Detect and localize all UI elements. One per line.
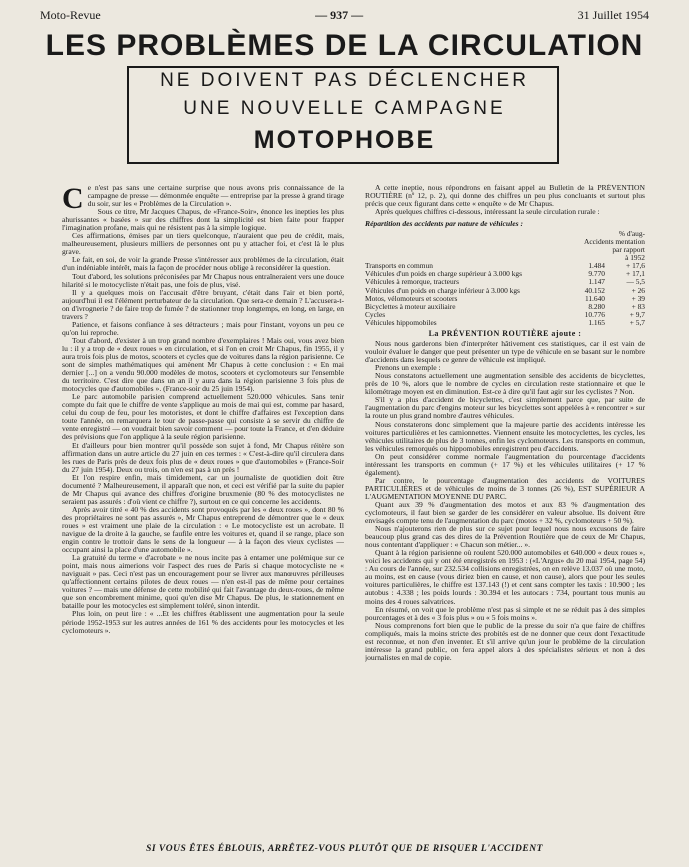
stats-header [365, 230, 645, 262]
increase-percent: + 17,6 [626, 261, 645, 271]
accident-count: 11.640 [584, 293, 605, 303]
right-paragraph: Quant aux 39 % d'augmentation des motos et aux 83 % d'augmentation des cyclomoteurs, il faut bien se garder de les considérer en valeur absolue. Ils doivent être envisagés compte tenu de l'augmentation du parc (motos + 32 %, cyclomoteurs + 50 %). [365, 499, 645, 526]
left-paragraph: Tout d'abord, d'exister à un trop grand nombre d'exemplaires ! Mais oui, vous avez bien lu : il y a trop de « deux roues » en circulation, et si l'on en croit Mr Chapus, fin 1955, il y aura trois fois plus de motos, scooters et cycles que de voitures dans la région parisienne. Ce sont de simples mathématiques qui amènent Mr Chapus à cette conclusion : « En mai dernier [...] on a vendu 90.000 modèles de motos, scooters et cyclomoteurs sur l'ensemble du territoire. C'est dire que dans un an il y aura dans la région parisienne 3 fois plus de motocycles que d'automobiles ». (France-soir du 25 juin 1954). [62, 335, 344, 394]
subtitle-line-3: MOTOPHOBE [253, 126, 436, 154]
right-paragraph: Prenons un exemple : [375, 363, 441, 373]
right-paragraph: Nous constaterons donc simplement que la majeure partie des accidents intéresse les voitures particulières et les camionnettes. Viennent ensuite les motocyclettes, les cycles, les véhicules utilitaires de plus de 3 tonnes, enfin les cyclomoteurs. Les transports en commun, les véhicules remorqués ou hippomobiles enregistrent peu d'accidents. [365, 419, 645, 453]
subtitle-line-2: UNE NOUVELLE CAMPAGNE [183, 98, 506, 119]
increase-percent: + 83 [631, 301, 645, 311]
left-paragraph: Patience, et faisons confiance à ses détracteurs ; mais pour l'instant, voyons un peu ce qu'on lui reproche. [62, 319, 344, 337]
stats-header-line: Accidents mentation [584, 237, 645, 247]
increase-percent: + 17,1 [626, 269, 645, 279]
magazine-name: Moto-Revue [40, 7, 101, 22]
left-paragraph: La gratuité du terme « d'acrobate » ne nous incite pas à entamer une polémique sur ce point, mais nous aimerions voir l'aspect des rues de Paris si chaque motocycliste ne « naviguait » pas. Ceci n'est pas un encouragement pour se livrer aux manœuvres périlleuses qu'affectionnent certains pilotes de deux roues — n'en est-il pas de même pour certaines voitures ? — mais une défense de cette mobilité qui fait l'avantage du deux-roues, de même que son encombrement minime, quoi qu'en dise Mr Chapus. De plus, le stationnement en bataille pour les motocycles est simplement toléré, sinon interdit. [62, 553, 344, 611]
right-paragraph: A cette ineptie, nous répondrons en faisant appel au Bulletin de la PRÉVENTION ROUTIÈRE (nº 12, p. 2), qui donne des chiffres un peu plus concluants et surtout plus précis que ceux figurant dans cette « enquête » de Mr Chapus. [365, 184, 645, 209]
vehicle-type: Transports en commun [365, 261, 433, 271]
drop-cap: C [62, 184, 84, 215]
stats-header-line: par rapport [612, 245, 645, 255]
right-paragraph: Nous comprenons fort bien que le public de la presse du soir n'a que faire de chiffres compliqués, mais la moins stricte des probités est de ne donner que ceux dont l'exactitude est reconnue, et non d'en inventer. Et s'il arrive qu'un jour le problème de la circulation intéresse la grand public, on fera appel alors à des spécialistes sérieux et non à des journalistes en mal de copie. [365, 620, 645, 662]
left-paragraph: Et d'ailleurs pour bien montrer qu'il possède son sujet à fond, Mr Chapus réitère son affirmation dans un autre article du 27 juin en ces termes : « C'est-à-dire qu'il circulera dans les rues de Paris près de deux fois plus de « deux roues » que d'automobiles » (France-Soir du 27 juin 1954). Deux ou trois, on n'en est pas à un près ! [62, 440, 344, 474]
accident-count: 9.770 [588, 269, 605, 279]
left-paragraph: Et l'on respire enfin, mais timidement, car un journaliste de quotidien doit être documenté ? Malheureusement, il apparaît que non, et ceci est vérifié par la suite du papier de Mr Chapus qui avance des chiffres d'origine bruxmenie (80 % des motocyclistes ne seraient pas assurés : d'où vient ce chiffre ?), surtout en ce qui concerne les accidents. [62, 472, 344, 506]
left-paragraph: Sous ce titre, Mr Jacques Chapus, de «France-Soir», énonce les inepties les plus ahurissantes « basées » sur des chiffres dont la simplicité est bien faite pour frapper l'imagination profane, mais qui ne résistent pas à la simple logique. [62, 207, 344, 233]
vehicle-type: Motos, vélomoteurs et scooters [365, 293, 458, 303]
vehicle-type: Bicyclettes à moteur auxiliaire [365, 301, 456, 311]
table-row [365, 319, 645, 327]
accident-count: 1.165 [588, 317, 605, 327]
stats-header-line: à 1952 [625, 253, 645, 263]
accident-count: 40.152 [584, 285, 605, 295]
accident-count: 8.280 [588, 301, 605, 311]
left-paragraph: Tout d'abord, les solutions préconisées par Mr Chapus nous entraîneraient vers une douce hilarité si le motocycliste n'était pas, une fois de plus, visé. [62, 271, 344, 289]
right-paragraph: En résumé, on voit que le problème n'est pas si simple et ne se réduit pas à des simples pourcentages et à des « 3 fois plus » ou « 5 fois moins ». [365, 604, 645, 622]
right-paragraph: Quant à la région parisienne où roulent 520.000 automobiles et 640.000 « deux roues », voici les accidents qui y ont été enregistrés en 1953 : («L'Argus» du 20 mai 1954, page 54) : Au cours de l'année, sur 232.534 collisions enregistrées, on en relève 13.037 où une moto, au moins, est en cause (vous diriez bien en cause, et non cause), alors que pour les seules voitures particulières, le chiffre est 137.143 (!) et cent sans compter les taxis : 10.900 ; les autobus : 4.338 ; les poids lourds : 30.394 et les autocars : 734, pourtant tous munis au moins des 4 roues salvatrices. [365, 548, 645, 606]
increase-percent: + 26 [631, 285, 645, 295]
vehicle-type: Véhicules d'un poids en charge inférieur à 3.000 kgs [365, 285, 520, 295]
right-paragraph: Nous n'ajouterons rien de plus sur ce sujet pour lequel nous nous excusons de faire beaucoup plus grand cas des dires de la Prévention Routière que de ceux de Mr Chapus, nous contentant d'appliquer : « Chacun son métier... ». [365, 524, 645, 550]
right-paragraph: Par contre, le pourcentage d'augmentation des accidents de VOITURES PARTICULIÈRES et de véhicules de moins de 3 tonnes (26 %), EST SUPÉRIEUR A L'AUGMENTATION MOYENNE DU PARC. [365, 475, 645, 501]
right-paragraph: Nous nous garderons bien d'interpréter hâtivement ces statistiques, car il est vain de vouloir évaluer le danger que peut présenter un type de véhicule en se basant sur le nombre d'accidents dans lesquels ce genre de véhicule est impliqué. [365, 339, 645, 365]
left-paragraph: Le parc automobile parisien comprend actuellement 520.000 véhicules. Sans tenir compte du fait que le chiffre de vente s'applique au mois de mai qui est, comme par hasard, celui du coup de feu, pour les motoristes, et dont le chiffre d'affaires est l'exception dans toute l'année, on remarquera le tour de passe-passe qui consiste à se servir du chiffre de vente enregistré — on voudrait bien savoir comment — pour toute la France, et d'en déduire des prévisions que l'on applique à la seule région parisienne. [62, 392, 344, 442]
article-title: LES PROBLÈMES DE LA CIRCULATION [45, 29, 644, 62]
left-paragraph: Après avoir titré « 40 % des accidents sont provoqués par les « deux roues », dont 80 % des propriétaires ne sont pas assurés », Mr Chapus entreprend de démontrer que le « deux roues » est vraiment une plaie de la circulation : « Le motocycliste est un acrobate. Il navigue de la droite à la gauche, se faufile entre les voitures et, quand il se range, place son engin contre le trottoir dans le sens de la longueur — à la façon des vieux cyclistes — occupant ainsi la place d'une automobile ». [62, 504, 344, 555]
running-header [40, 7, 649, 23]
left-paragraph: Il y a quelques mois on l'accusait d'être bruyant, c'était dans l'air et bien porté, aujourd'hui il est l'élément perturbateur de la circulation. Que sera-ce demain ? L'accusera-t-on d'ivrognerie ? de faire trop de fumée ? de stationner trop longtemps, en long, en large, en travers ? [62, 287, 344, 321]
subtitle-line-1: NE DOIVENT PAS DÉCLENCHER [160, 70, 529, 91]
right-paragraph: On peut considérer comme normale l'augmentation du pourcentage d'accidents intéressant les transports en commun (+ 17 %) et les véhicules utilitaires (+ 17 % également). [365, 451, 645, 477]
section-subhead: La PRÉVENTION ROUTIÈRE ajoute : [428, 328, 582, 338]
vehicle-type: Véhicules d'un poids en charge supérieur à 3.000 kgs [365, 269, 522, 279]
stats-header-line: % d'aug- [618, 229, 645, 239]
right-paragraph: Après quelques chiffres ci-dessous, intéressant la seule circulation rurale : [375, 207, 600, 217]
accident-count: 1.484 [588, 261, 605, 271]
increase-percent: + 5,7 [629, 317, 645, 327]
right-paragraph: S'il y a plus d'accident de bicyclettes, c'est simplement parce que, par suite de l'augmentation du parc d'engins moteur sur les bicyclettes sont appelées à « rencontrer » sur la route un plus grand nombre d'autres véhicules. [365, 395, 645, 421]
increase-percent: — 5,5 [626, 277, 645, 287]
accident-count: 10.776 [584, 309, 605, 319]
vehicle-type: Véhicules à remorque, tracteurs [365, 277, 459, 287]
page-number: — 937 — [315, 7, 364, 22]
right-column [365, 184, 645, 834]
increase-percent: + 9,7 [629, 309, 645, 319]
increase-percent: + 39 [631, 293, 645, 303]
left-paragraph: Plus loin, on peut lire : « ...Et les chiffres établissent une augmentation pour la seule période 1952-1953 sur les autres années de 161 % des accidents pour les motocycles et les cyclomoteurs ». [62, 609, 344, 635]
vehicle-type: Cycles [365, 309, 386, 319]
right-paragraph: Nous constatons actuellement une augmentation sensible des accidents de bicyclettes, près de 10 %, alors que le nombre de cycles en circulation reste stationnaire et que le kilométrage moyen est en diminution. Est-ce à dire qu'il faut agir sur les cyclistes ? Non. [365, 371, 645, 397]
vehicle-type: Véhicules hippomobiles [365, 317, 437, 327]
left-paragraph: Le fait, en soi, de voir la grande Presse s'intéresser aux problèmes de la circulation, était d'un indéniable intérêt, mais la façon de procéder nous oblige à reconsidérer la question. [62, 255, 344, 273]
left-column [62, 184, 344, 834]
left-paragraph: e n'est pas sans une certaine surprise que nous avons pris connaissance de la campagne de presse — démonmée enquête — entreprise par la presse à grand tirage du soir, sur les « Problèmes de la Circulation ». [87, 184, 344, 209]
footer-slogan: SI VOUS ÊTES ÉBLOUIS, ARRÊTEZ-VOUS PLUTÔT QUE DE RISQUER L'ACCIDENT [146, 844, 543, 854]
issue-date: 31 Juillet 1954 [577, 7, 649, 22]
left-paragraph: Ces affirmations, émises par un tiers quelconque, n'auraient que peu de crédit, mais, malheureusement, plusieurs milliers de personnes ont pu y attacher foi, et c'est là le plus grave. [62, 231, 344, 257]
accident-count: 1.147 [588, 277, 605, 287]
accident-stats-table [365, 262, 645, 327]
stats-title: Répartition des accidents par nature de véhicules : [365, 219, 523, 229]
